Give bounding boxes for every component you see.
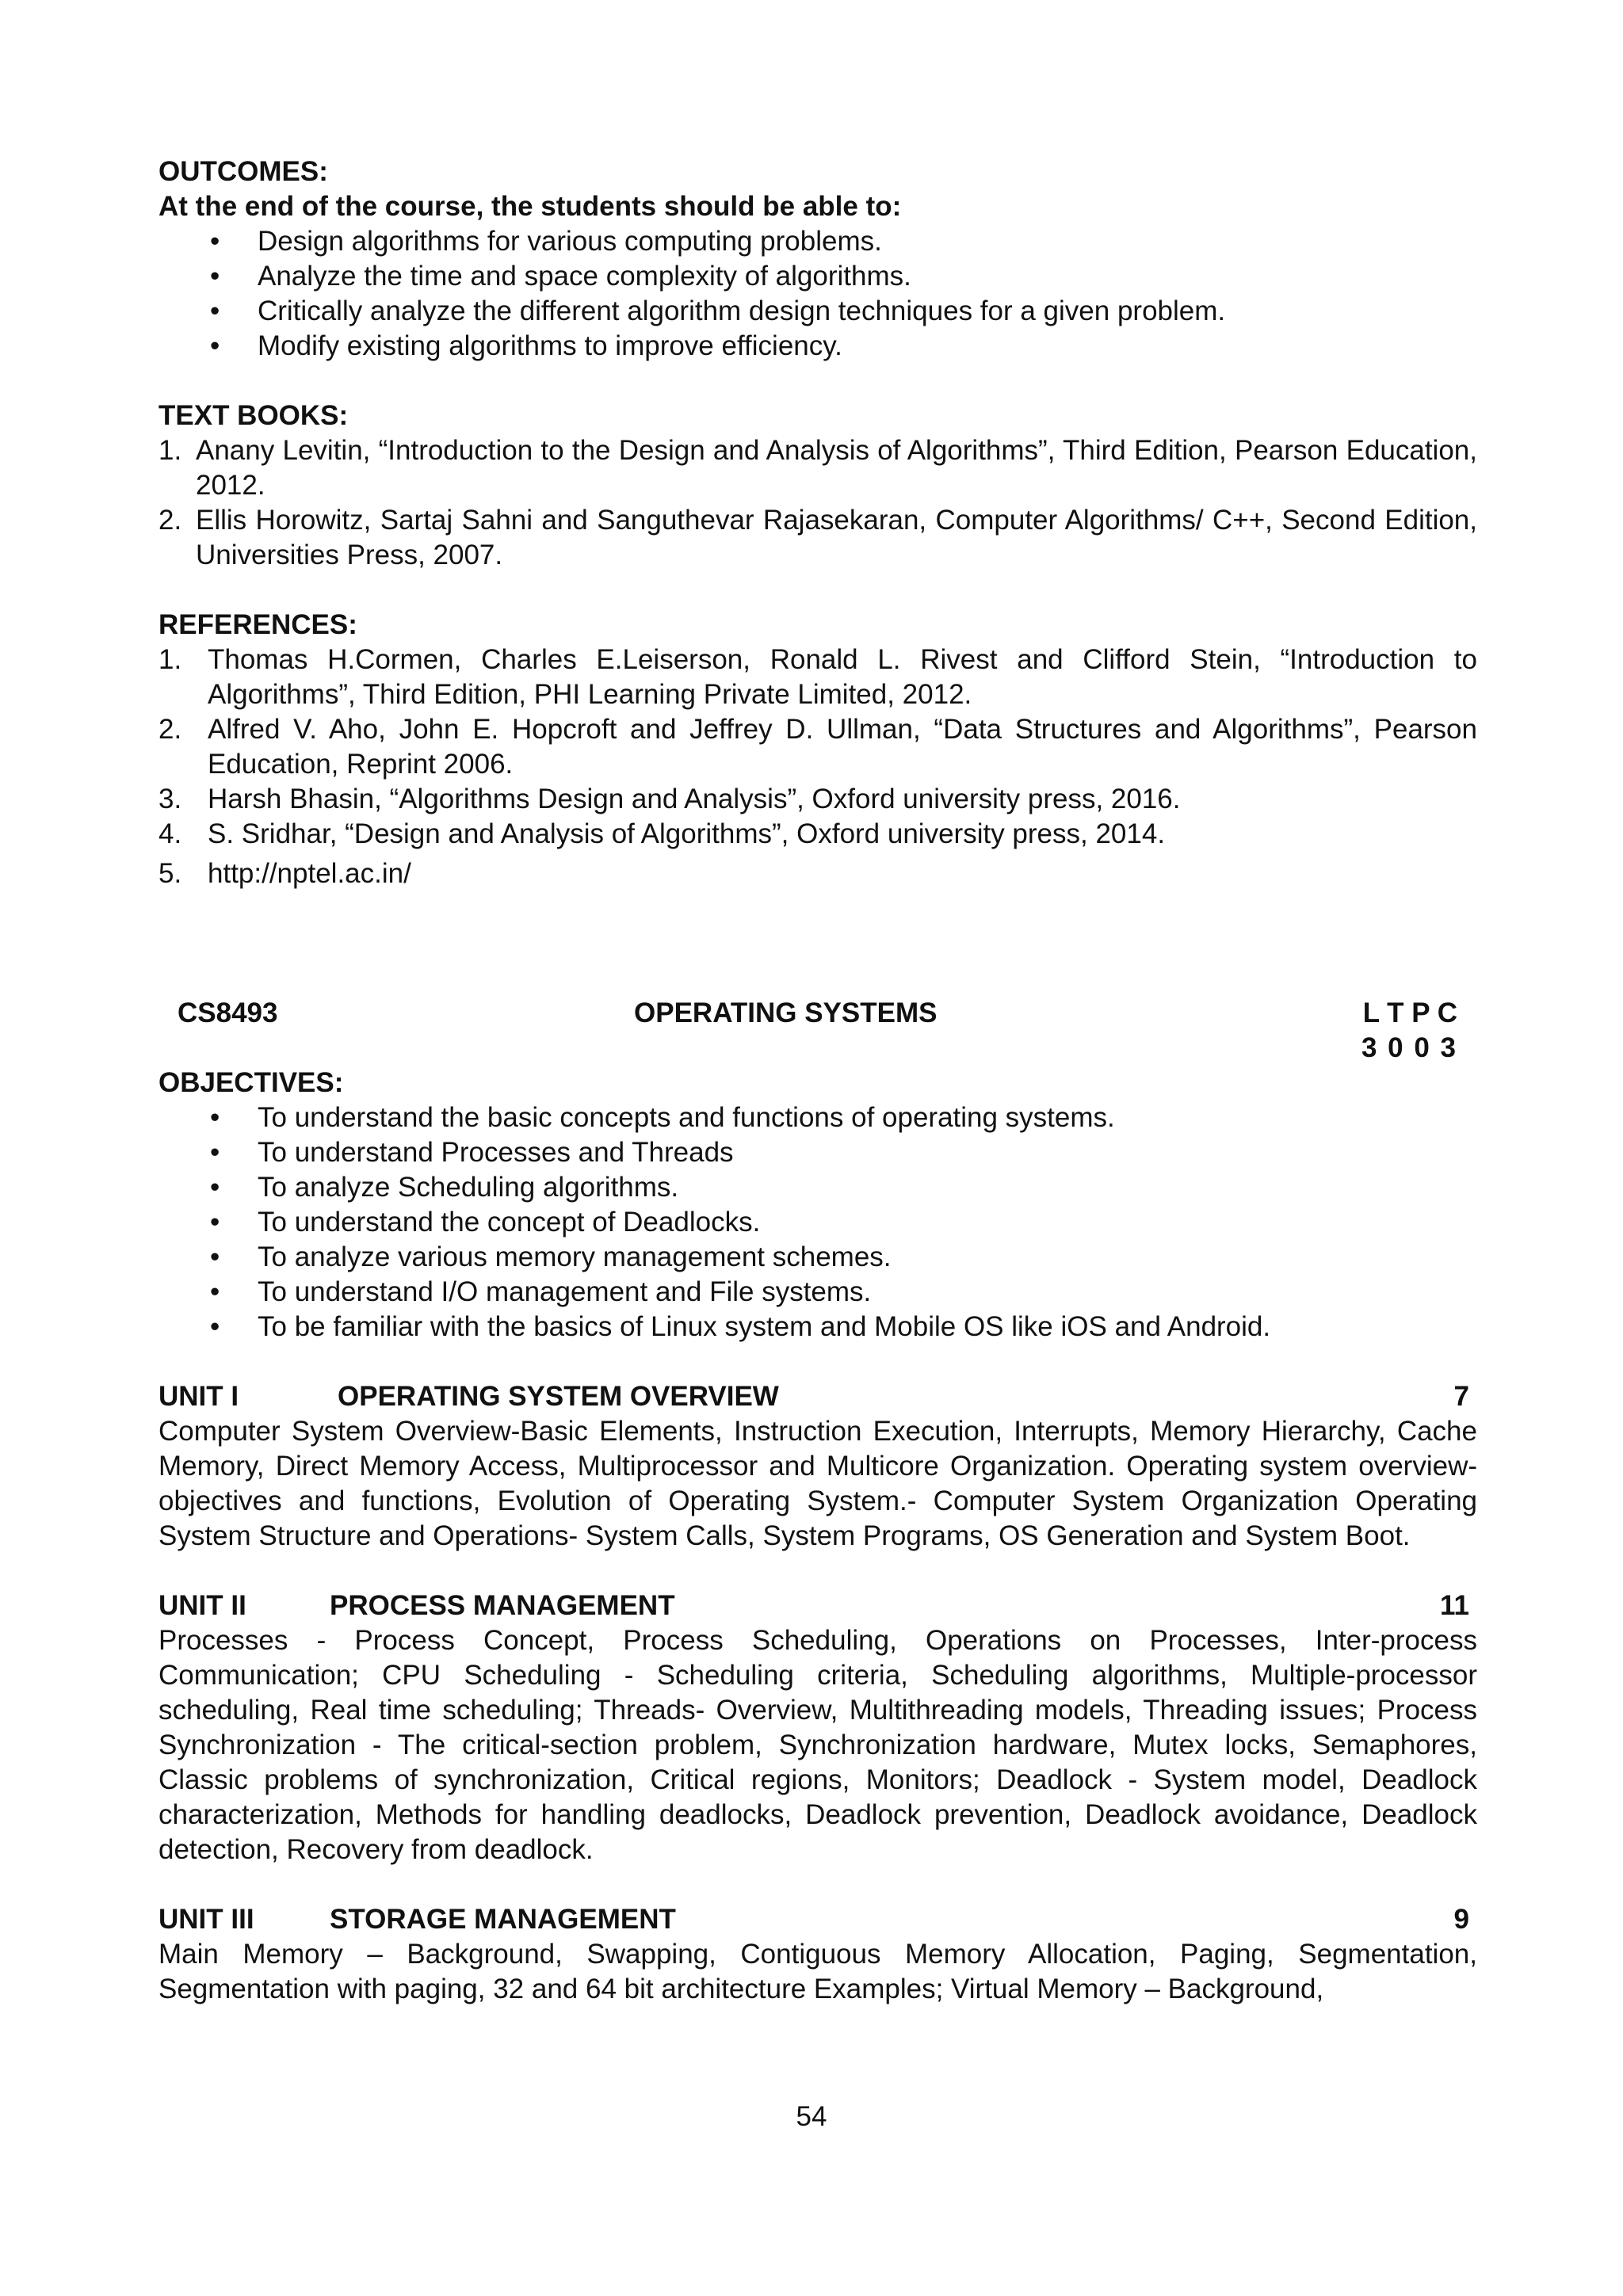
outcomes-list bbox=[158, 224, 1477, 364]
unit-body: Main Memory – Background, Swapping, Contiguous Memory Allocation, Paging, Segmentation, Segmentation with paging, 32 and 64 bit architecture Examples; Virtual Memory – Background, bbox=[158, 1939, 1477, 2004]
ltpc-label: L T P C bbox=[1362, 997, 1457, 1028]
list-item: • To be familiar with the basics of Linux system and Mobile OS like iOS and Android. bbox=[158, 1310, 1477, 1344]
bullet-icon: • bbox=[210, 226, 220, 257]
bullet-icon: • bbox=[210, 1137, 220, 1168]
course-code: CS8493 bbox=[178, 997, 278, 1028]
unit-hours: 7 bbox=[1453, 1381, 1469, 1412]
bullet-icon: • bbox=[210, 330, 220, 361]
list-item: • Design algorithms for various computing problems. bbox=[158, 224, 1477, 259]
list-item: • To analyze various memory management schemes. bbox=[158, 1240, 1477, 1275]
list-item: • Modify existing algorithms to improve efficiency. bbox=[158, 329, 1477, 364]
bullet-icon: • bbox=[210, 1276, 220, 1307]
text-books-heading: TEXT BOOKS: bbox=[158, 400, 349, 431]
list-item: • To understand the basic concepts and functions of operating systems. bbox=[158, 1100, 1477, 1135]
list-item: 1. Anany Levitin, “Introduction to the Design and Analysis of Algorithms”, Third Edition, Pearson Education, 2012. bbox=[158, 435, 1477, 501]
list-item: • To understand the concept of Deadlocks. bbox=[158, 1205, 1477, 1240]
bullet-icon: • bbox=[210, 1102, 220, 1133]
list-item: 5. http://nptel.ac.in/ bbox=[158, 858, 411, 889]
list-item: 2. Alfred V. Aho, John E. Hopcroft and Jeffrey D. Ullman, “Data Structures and Algorithms”, Pearson Education, Reprint 2006. bbox=[158, 714, 1477, 780]
unit-body: Computer System Overview-Basic Elements, Instruction Execution, Interrupts, Memory Hierarchy, Cache Memory, Direct Memory Access, Multiprocessor and Multicore Organization. Operating system overview-objectives and functions, Evolution of Operating System.- Computer System Organization Operating System Structure and Operations- System Calls, System Programs, OS Generation and System Boot. bbox=[158, 1416, 1477, 1551]
objectives-list bbox=[158, 1100, 1477, 1344]
unit-heading bbox=[158, 1589, 1477, 1623]
text-books-list bbox=[158, 433, 1477, 573]
unit-title: OPERATING SYSTEM OVERVIEW bbox=[338, 1381, 779, 1412]
unit-title: STORAGE MANAGEMENT bbox=[330, 1904, 676, 1935]
page-content bbox=[158, 154, 1477, 2007]
reference-link: http://nptel.ac.in/ bbox=[208, 858, 411, 889]
outcomes-heading: OUTCOMES: bbox=[158, 156, 328, 187]
unit-number: UNIT I bbox=[158, 1381, 239, 1412]
unit-heading bbox=[158, 1379, 1477, 1414]
bullet-icon: • bbox=[210, 1172, 220, 1203]
bullet-icon: • bbox=[210, 1311, 220, 1342]
bullet-icon: • bbox=[210, 1241, 220, 1272]
unit-hours: 9 bbox=[1453, 1904, 1469, 1935]
references-list bbox=[158, 643, 1477, 891]
list-item: • Critically analyze the different algorithm design techniques for a given problem. bbox=[158, 294, 1477, 329]
unit-title: PROCESS MANAGEMENT bbox=[330, 1590, 675, 1621]
unit-body: Processes - Process Concept, Process Scheduling, Operations on Processes, Inter-process Communication; CPU Scheduling - Scheduling criteria, Scheduling algorithms, Multiple-processor scheduling, Real time scheduling; Threads- Overview, Multithreading models, Threading issues; Process Synchronization - The critical-section problem, Synchronization hardware, Mutex locks, Semaphores, Classic problems of synchronization, Critical regions, Monitors; Deadlock - System model, Deadlock characterization, Methods for handling deadlocks, Deadlock prevention, Deadlock avoidance, Deadlock detection, Recovery from deadlock. bbox=[158, 1625, 1477, 1865]
unit-number: UNIT III bbox=[158, 1904, 254, 1935]
bullet-icon: • bbox=[210, 296, 220, 326]
ltpc-values-row bbox=[158, 1031, 1477, 1066]
references-heading: REFERENCES: bbox=[158, 609, 357, 640]
ltpc-values: 3 0 0 3 bbox=[1361, 1032, 1457, 1063]
page-number: 54 bbox=[796, 2101, 827, 2132]
unit-heading bbox=[158, 1902, 1477, 1937]
outcomes-intro: At the end of the course, the students should be able to: bbox=[158, 191, 902, 222]
list-item: • Analyze the time and space complexity of algorithms. bbox=[158, 259, 1477, 294]
list-item: 4. S. Sridhar, “Design and Analysis of Algorithms”, Oxford university press, 2014. bbox=[158, 818, 1166, 849]
course-header bbox=[158, 996, 1477, 1031]
list-item: 1. Thomas H.Cormen, Charles E.Leiserson, Ronald L. Rivest and Clifford Stein, “Introduction to Algorithms”, Third Edition, PHI Learning Private Limited, 2012. bbox=[158, 644, 1477, 710]
objectives-heading: OBJECTIVES: bbox=[158, 1067, 344, 1098]
course-title: OPERATING SYSTEMS bbox=[634, 997, 938, 1028]
bullet-icon: • bbox=[210, 261, 220, 292]
list-item: • To understand I/O management and File systems. bbox=[158, 1275, 1477, 1310]
unit-hours: 11 bbox=[1440, 1590, 1469, 1621]
list-item: • To analyze Scheduling algorithms. bbox=[158, 1170, 1477, 1205]
list-item: 3. Harsh Bhasin, “Algorithms Design and Analysis”, Oxford university press, 2016. bbox=[158, 784, 1181, 814]
list-item: • To understand Processes and Threads bbox=[158, 1135, 1477, 1170]
unit-number: UNIT II bbox=[158, 1590, 246, 1621]
list-item: 2. Ellis Horowitz, Sartaj Sahni and Sanguthevar Rajasekaran, Computer Algorithms/ C++, Second Edition, Universities Press, 2007. bbox=[158, 505, 1477, 570]
bullet-icon: • bbox=[210, 1207, 220, 1238]
